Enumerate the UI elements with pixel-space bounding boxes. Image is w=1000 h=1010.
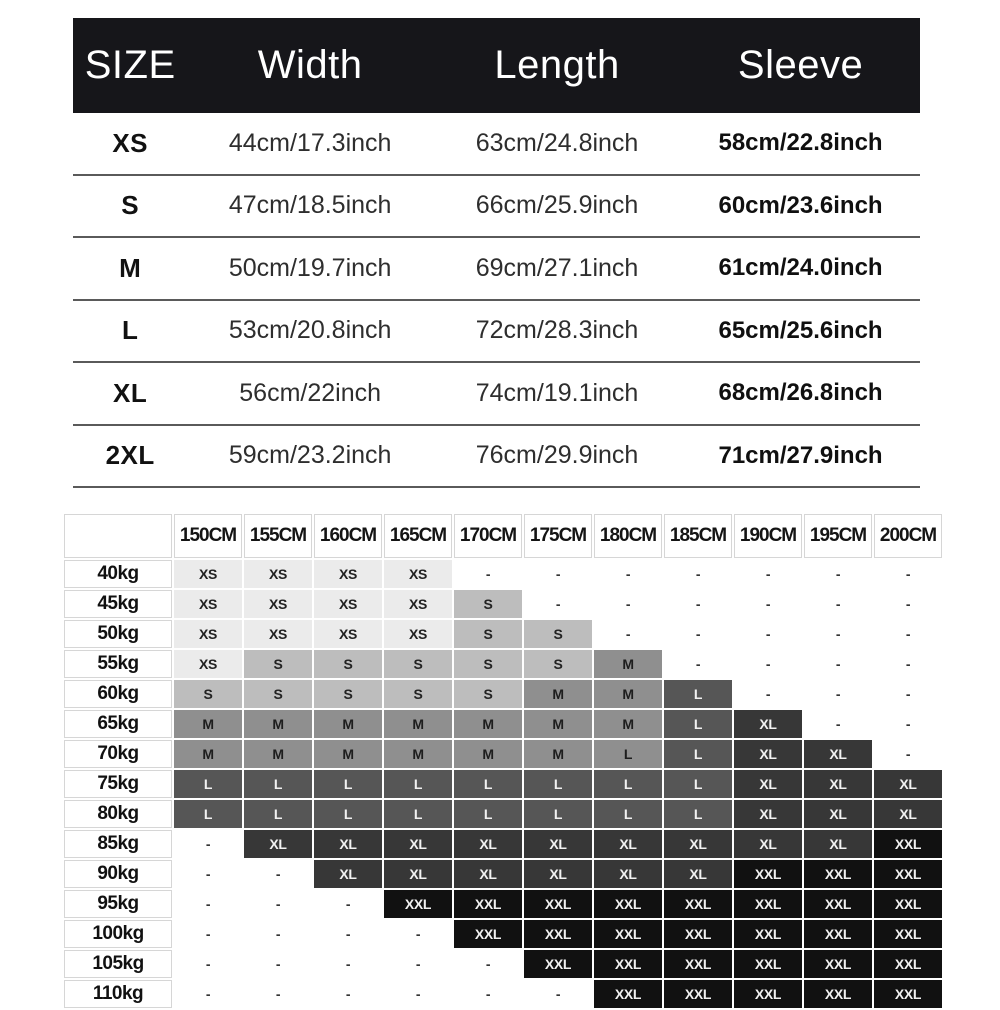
table-row	[73, 301, 920, 364]
empty-cell: -	[524, 560, 592, 588]
empty-cell: -	[384, 950, 452, 978]
weight-label: 95kg	[64, 890, 172, 918]
column-header-width: Width	[257, 43, 363, 87]
height-header: 185CM	[664, 514, 732, 558]
size-cell: XXL	[664, 980, 732, 1008]
sleeve-value: 68cm/26.8inch	[718, 379, 883, 407]
size-cell: M	[244, 710, 312, 738]
empty-cell: -	[664, 560, 732, 588]
empty-cell: -	[734, 590, 802, 618]
length-value: 69cm/27.1inch	[475, 253, 639, 282]
matrix-row	[64, 770, 942, 798]
size-cell: XL	[664, 860, 732, 888]
size-cell: XXL	[384, 890, 452, 918]
table-row	[73, 176, 920, 239]
empty-cell: -	[594, 620, 662, 648]
empty-cell: -	[524, 590, 592, 618]
empty-cell: -	[244, 860, 312, 888]
size-cell: XXL	[734, 860, 802, 888]
empty-cell: -	[174, 890, 242, 918]
size-cell: XL	[524, 830, 592, 858]
width-value: 53cm/20.8inch	[228, 316, 392, 345]
empty-cell: -	[174, 860, 242, 888]
size-cell: XL	[734, 830, 802, 858]
size-cell: XXL	[734, 980, 802, 1008]
matrix-row	[64, 650, 942, 678]
size-cell: XXL	[804, 890, 872, 918]
size-cell: XXL	[874, 860, 942, 888]
size-cell: L	[594, 770, 662, 798]
size-cell: XS	[174, 590, 242, 618]
size-cell: XXL	[734, 950, 802, 978]
size-cell: XXL	[874, 950, 942, 978]
size-cell: XS	[174, 560, 242, 588]
width-value: 47cm/18.5inch	[228, 191, 392, 220]
size-table-header	[73, 18, 920, 113]
size-cell: XXL	[734, 890, 802, 918]
matrix-row	[64, 680, 942, 708]
size-cell: XXL	[594, 950, 662, 978]
size-cell: S	[244, 680, 312, 708]
size-cell: XL	[384, 860, 452, 888]
height-header: 175CM	[524, 514, 592, 558]
size-cell: L	[664, 710, 732, 738]
table-row	[73, 113, 920, 176]
width-value: 56cm/22inch	[239, 378, 382, 407]
size-cell: M	[594, 680, 662, 708]
empty-cell: -	[454, 560, 522, 588]
sleeve-value: 65cm/25.6inch	[718, 316, 883, 344]
height-header: 170CM	[454, 514, 522, 558]
size-cell: M	[174, 740, 242, 768]
size-cell: L	[384, 800, 452, 828]
size-cell: XXL	[524, 950, 592, 978]
weight-label: 105kg	[64, 950, 172, 978]
matrix-row	[64, 590, 942, 618]
size-cell: XS	[384, 620, 452, 648]
size-cell: L	[454, 800, 522, 828]
size-cell: M	[314, 740, 382, 768]
matrix-row	[64, 710, 942, 738]
size-label: XS	[112, 127, 149, 158]
size-cell: M	[524, 740, 592, 768]
empty-cell: -	[734, 650, 802, 678]
size-label: S	[121, 190, 140, 221]
size-cell: XXL	[454, 920, 522, 948]
empty-cell: -	[734, 560, 802, 588]
size-cell: XXL	[664, 950, 732, 978]
empty-cell: -	[664, 650, 732, 678]
weight-label: 45kg	[64, 590, 172, 618]
size-cell: L	[524, 770, 592, 798]
empty-cell: -	[874, 680, 942, 708]
size-cell: S	[454, 620, 522, 648]
empty-cell: -	[804, 590, 872, 618]
size-cell: L	[314, 800, 382, 828]
size-label: M	[119, 252, 142, 283]
height-header: 200CM	[874, 514, 942, 558]
size-cell: XXL	[594, 920, 662, 948]
matrix-row	[64, 800, 942, 828]
size-cell: L	[664, 740, 732, 768]
matrix-row	[64, 830, 942, 858]
size-cell: M	[454, 710, 522, 738]
size-cell: XXL	[874, 830, 942, 858]
matrix-row	[64, 560, 942, 588]
size-cell: XL	[664, 830, 732, 858]
empty-cell: -	[804, 710, 872, 738]
size-cell: XL	[804, 770, 872, 798]
size-cell: XS	[314, 590, 382, 618]
size-cell: XXL	[524, 890, 592, 918]
size-cell: XXL	[454, 890, 522, 918]
size-cell: XS	[244, 560, 312, 588]
size-cell: XL	[734, 770, 802, 798]
garment-size-table	[73, 18, 920, 488]
size-cell: M	[524, 710, 592, 738]
size-cell: M	[594, 650, 662, 678]
size-cell: L	[524, 800, 592, 828]
size-cell: L	[174, 800, 242, 828]
size-cell: S	[384, 650, 452, 678]
weight-label: 110kg	[64, 980, 172, 1008]
size-cell: XL	[804, 830, 872, 858]
size-cell: XXL	[804, 920, 872, 948]
size-cell: XL	[734, 800, 802, 828]
empty-cell: -	[454, 950, 522, 978]
empty-cell: -	[314, 980, 382, 1008]
width-value: 50cm/19.7inch	[228, 253, 392, 282]
column-header-sleeve: Sleeve	[737, 43, 864, 87]
size-cell: L	[244, 770, 312, 798]
size-cell: L	[664, 770, 732, 798]
height-header: 195CM	[804, 514, 872, 558]
weight-label: 55kg	[64, 650, 172, 678]
size-cell: XXL	[594, 890, 662, 918]
size-cell: XS	[244, 620, 312, 648]
table-row	[73, 238, 920, 301]
size-cell: S	[454, 680, 522, 708]
size-cell: M	[524, 680, 592, 708]
size-cell: XS	[174, 620, 242, 648]
table-row	[73, 426, 920, 489]
empty-cell: -	[384, 920, 452, 948]
weight-label: 90kg	[64, 860, 172, 888]
size-cell: M	[594, 710, 662, 738]
empty-cell: -	[874, 650, 942, 678]
table-row	[73, 363, 920, 426]
size-cell: XL	[384, 830, 452, 858]
size-cell: XXL	[664, 920, 732, 948]
size-cell: S	[384, 680, 452, 708]
size-cell: XXL	[804, 950, 872, 978]
size-cell: XL	[804, 740, 872, 768]
size-cell: XXL	[804, 860, 872, 888]
height-header: 150CM	[174, 514, 242, 558]
height-header: 160CM	[314, 514, 382, 558]
empty-cell: -	[174, 920, 242, 948]
empty-cell: -	[734, 680, 802, 708]
size-cell: M	[384, 740, 452, 768]
empty-cell: -	[174, 980, 242, 1008]
length-value: 76cm/29.9inch	[475, 441, 639, 470]
size-cell: XL	[874, 800, 942, 828]
size-label: L	[121, 315, 139, 346]
empty-cell: -	[384, 980, 452, 1008]
empty-cell: -	[804, 620, 872, 648]
height-header: 165CM	[384, 514, 452, 558]
size-cell: S	[314, 650, 382, 678]
weight-label: 100kg	[64, 920, 172, 948]
size-cell: S	[454, 590, 522, 618]
size-cell: XXL	[664, 890, 732, 918]
sleeve-value: 71cm/27.9inch	[718, 441, 883, 469]
size-cell: M	[384, 710, 452, 738]
size-cell: XS	[314, 560, 382, 588]
fit-matrix-table	[62, 512, 944, 1010]
size-cell: M	[174, 710, 242, 738]
empty-cell: -	[244, 890, 312, 918]
empty-cell: -	[314, 890, 382, 918]
size-cell: XL	[804, 800, 872, 828]
column-header-length: Length	[494, 43, 620, 87]
weight-label: 75kg	[64, 770, 172, 798]
height-header: 180CM	[594, 514, 662, 558]
sleeve-value: 60cm/23.6inch	[718, 191, 883, 219]
width-value: 59cm/23.2inch	[228, 441, 392, 470]
size-cell: XXL	[734, 920, 802, 948]
empty-cell: -	[244, 920, 312, 948]
size-cell: XXL	[804, 980, 872, 1008]
empty-cell: -	[174, 950, 242, 978]
empty-cell: -	[804, 560, 872, 588]
empty-cell: -	[734, 620, 802, 648]
size-cell: XL	[524, 860, 592, 888]
size-cell: S	[454, 650, 522, 678]
size-cell: XL	[734, 710, 802, 738]
weight-label: 50kg	[64, 620, 172, 648]
size-cell: XL	[244, 830, 312, 858]
height-header: 190CM	[734, 514, 802, 558]
size-cell: M	[244, 740, 312, 768]
size-cell: S	[244, 650, 312, 678]
empty-cell: -	[804, 680, 872, 708]
empty-cell: -	[244, 980, 312, 1008]
height-header: 155CM	[244, 514, 312, 558]
size-cell: XXL	[874, 920, 942, 948]
size-label: 2XL	[105, 440, 155, 471]
empty-cell: -	[804, 650, 872, 678]
size-cell: M	[314, 710, 382, 738]
size-cell: XL	[314, 830, 382, 858]
empty-cell: -	[314, 950, 382, 978]
empty-cell: -	[454, 980, 522, 1008]
matrix-row	[64, 620, 942, 648]
weight-label: 60kg	[64, 680, 172, 708]
size-cell: XS	[174, 650, 242, 678]
size-cell: L	[594, 800, 662, 828]
weight-label: 80kg	[64, 800, 172, 828]
empty-cell: -	[874, 740, 942, 768]
size-cell: XS	[314, 620, 382, 648]
size-cell: L	[454, 770, 522, 798]
length-value: 72cm/28.3inch	[475, 316, 639, 345]
size-cell: XL	[594, 830, 662, 858]
size-cell: L	[314, 770, 382, 798]
weight-label: 40kg	[64, 560, 172, 588]
matrix-row	[64, 860, 942, 888]
empty-cell: -	[594, 590, 662, 618]
empty-cell: -	[664, 620, 732, 648]
matrix-corner-cell	[64, 514, 172, 558]
length-value: 63cm/24.8inch	[475, 128, 639, 157]
size-cell: XL	[874, 770, 942, 798]
size-cell: XL	[454, 860, 522, 888]
size-label: XL	[113, 377, 148, 408]
size-cell: XS	[244, 590, 312, 618]
matrix-row	[64, 950, 942, 978]
length-value: 66cm/25.9inch	[475, 191, 639, 220]
size-cell: XXL	[874, 890, 942, 918]
size-cell: XXL	[594, 980, 662, 1008]
sleeve-value: 58cm/22.8inch	[718, 129, 883, 157]
size-cell: L	[594, 740, 662, 768]
weight-label: 85kg	[64, 830, 172, 858]
empty-cell: -	[244, 950, 312, 978]
size-cell: XL	[454, 830, 522, 858]
empty-cell: -	[874, 710, 942, 738]
empty-cell: -	[524, 980, 592, 1008]
empty-cell: -	[874, 620, 942, 648]
weight-label: 65kg	[64, 710, 172, 738]
size-cell: XS	[384, 560, 452, 588]
empty-cell: -	[874, 560, 942, 588]
length-value: 74cm/19.1inch	[475, 378, 639, 407]
matrix-row	[64, 740, 942, 768]
size-cell: XS	[384, 590, 452, 618]
width-value: 44cm/17.3inch	[228, 128, 392, 157]
empty-cell: -	[594, 560, 662, 588]
size-cell: L	[244, 800, 312, 828]
matrix-row	[64, 980, 942, 1008]
size-cell: L	[664, 680, 732, 708]
size-cell: XXL	[874, 980, 942, 1008]
size-cell: L	[664, 800, 732, 828]
size-cell: XL	[314, 860, 382, 888]
size-cell: L	[384, 770, 452, 798]
sleeve-value: 61cm/24.0inch	[718, 254, 883, 282]
empty-cell: -	[664, 590, 732, 618]
size-cell: L	[174, 770, 242, 798]
matrix-row	[64, 890, 942, 918]
size-cell: S	[314, 680, 382, 708]
matrix-row	[64, 920, 942, 948]
size-cell: S	[174, 680, 242, 708]
weight-label: 70kg	[64, 740, 172, 768]
size-cell: M	[454, 740, 522, 768]
size-cell: XXL	[524, 920, 592, 948]
size-cell: XL	[734, 740, 802, 768]
column-header-size: SIZE	[84, 43, 176, 87]
size-cell: XL	[594, 860, 662, 888]
size-cell: S	[524, 650, 592, 678]
size-cell: S	[524, 620, 592, 648]
empty-cell: -	[874, 590, 942, 618]
empty-cell: -	[314, 920, 382, 948]
empty-cell: -	[174, 830, 242, 858]
